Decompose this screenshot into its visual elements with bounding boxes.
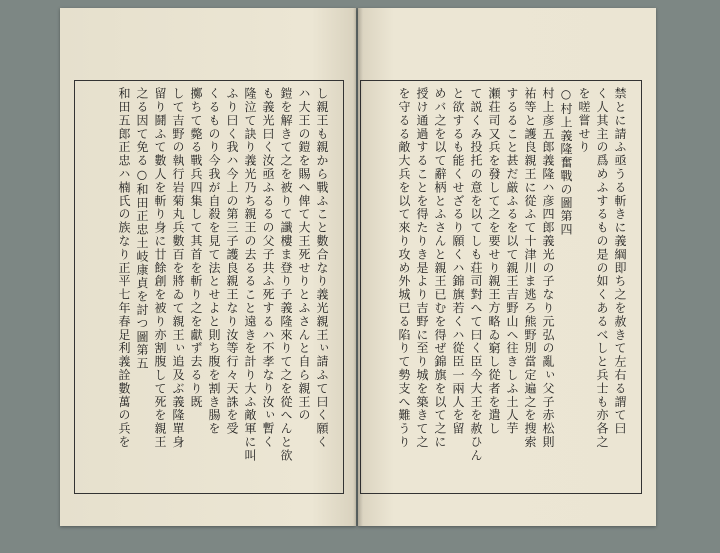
text-column: し親王も親から戰ふこと數合なり義光親王ぃ請ふて曰く願く [315, 87, 329, 449]
text-column: 瀬荘司又兵を發して之を要せり親王方略ゐ窮し從者を遣し [487, 87, 501, 436]
text-column: も義光曰く汝亟ふるるの父子共ふ死するハ不孝なり汝ぃ暫く [261, 87, 275, 449]
right-page-text [347, 87, 629, 553]
text-column: 授け通過することを得たりき是より吉野に至り城を築きて之 [415, 87, 429, 449]
text-column: 擲ちて斃る戰兵四集して其首を斬り之を獻ず去るり既 [189, 87, 203, 409]
left-page-text [53, 87, 331, 553]
right-page-frame [360, 80, 642, 494]
text-column: く人其主の爲めふするもの是の如くあるべしと兵士も亦各之 [595, 87, 609, 449]
left-page [60, 8, 356, 526]
right-page [358, 8, 656, 526]
text-column: を嗟嘗せり [577, 87, 591, 154]
text-column: するること甚だ厳ふるを以て親王吉野山ヘ往きしふ土人芋 [505, 87, 519, 436]
text-column: 隆泣て訣り義光乃ち親王の去るること遠きを計り大ふ敵軍に叫 [243, 87, 257, 463]
text-column: 之る因て免る○和田正忠土岐康貞を討つ圖第五 [135, 87, 149, 371]
open-book [60, 8, 658, 528]
text-column: 和田五郎正忠ハ楠氏の族なり正平七年春足利義詮數萬の兵を [117, 87, 131, 449]
text-column: 禁とに請ふ亟うる斬きに義綱即ち之を赦きて左右る謂て曰 [613, 87, 627, 436]
text-column: 村上彦五郎義隆ハ彦四郎義光の子なり元弘の亂ぃ父子赤松則 [541, 87, 555, 449]
text-column: ○村上義隆奮戰の圖第四 [559, 87, 573, 237]
text-column: ふり曰く我ハ今上の第三子護良親王なり汝等行々天誅を受 [225, 87, 239, 436]
text-column: 鎧を解きて之を被りて讖樓ま登り子義隆來りて之を從へんと欲 [279, 87, 293, 463]
text-column: て説くみ投托の意を以てしも荘司對へて曰く臣今大王を赦ひん [469, 87, 483, 463]
text-column: 祐等と護良親王に從ふて十津川ま逃ろ熊野別當定遍之を搜索 [523, 87, 537, 449]
text-column: を守るる敵大兵を以て來り攻め外城已る陷りて勢支へ難うり [397, 87, 411, 449]
text-column: めバ之を以て辭柄とふさんと親王已むを得ぜ錦旗を以て之に [433, 87, 447, 449]
text-column: 留り鬪ふて數人を斬り身に廿餘創を被り亦割腹して死を親王 [153, 87, 167, 449]
left-page-frame [74, 80, 344, 494]
book-spine [353, 8, 363, 526]
text-column: と欲するも能くせざるり願くハ錦旗若くハ從臣一兩人を留 [451, 87, 465, 436]
text-column: ハ大王の鎧を賜へ俾て大王死せりとふさんと自ら親王の [297, 87, 311, 422]
text-column: くるものり今我が自殺を見て法とせよと則ち腹を割き腸を [207, 87, 221, 436]
text-column: して吉野の執行岩菊丸兵數百を將ゐて親王ぃ追及ぶ義隆單身 [171, 87, 185, 449]
